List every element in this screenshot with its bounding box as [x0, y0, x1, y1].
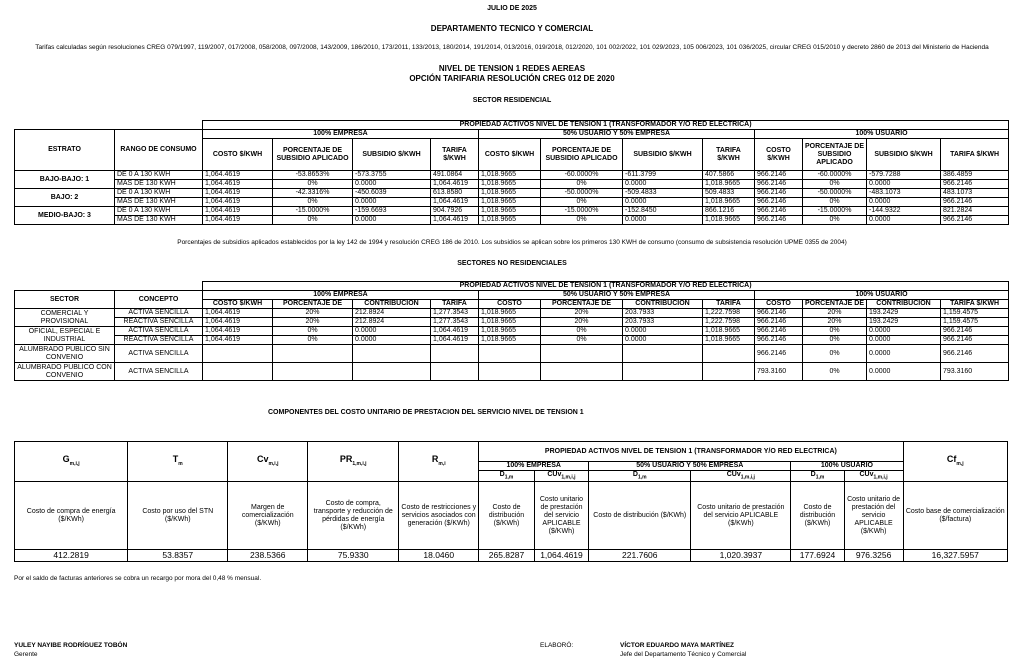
value-cell: -509.4833	[623, 189, 703, 198]
manager-name: YULEY NAYIBE RODRÍGUEZ TOBÓN	[14, 642, 128, 649]
head-name: VÍCTOR EDUARDO MAYA MARTÍNEZ	[620, 642, 735, 649]
value-cell: 793.3160	[941, 363, 1009, 381]
value-cell	[479, 345, 541, 363]
component-description: Costo de compra de energía ($/KWh)	[15, 482, 128, 550]
value-cell: 966.2146	[755, 198, 803, 207]
value-cell: -50.0000%	[541, 189, 623, 198]
component-value: 221.7606	[589, 550, 691, 562]
sub-header: TARIFA $/KWH	[703, 139, 755, 171]
sector-name: COMERCIAL Y PROVISIONAL	[15, 309, 115, 327]
value-cell	[353, 363, 431, 381]
sub-header: COSTO $/KWH	[203, 139, 273, 171]
table-row	[15, 318, 1009, 327]
value-cell: -144.9322	[867, 207, 941, 216]
symbol-cuv: CUv$_{1,m,i,j}$	[691, 471, 791, 482]
table-row	[15, 309, 1009, 318]
component-description: Costo unitario de prestación del servicio APLICABLE ($/KWh)	[691, 482, 791, 550]
table-row	[15, 345, 1009, 363]
value-cell: 0.0000	[623, 180, 703, 189]
value-cell	[623, 345, 703, 363]
symbol-g: $G_{m,i,j}$	[15, 442, 128, 482]
value-cell: 966.2146	[755, 216, 803, 225]
table-row	[15, 189, 1009, 198]
value-cell: 0%	[541, 327, 623, 336]
components-ownership-header: PROPIEDAD ACTIVOS NIVEL DE TENSION 1 (TRANSFORMADOR Y/O RED ELECTRICA)	[479, 442, 903, 462]
value-cell: 1,018.9665	[479, 207, 541, 216]
elaboro-label: ELABORÓ:	[540, 642, 574, 649]
value-cell: 966.2146	[941, 327, 1009, 336]
residential-section-title: SECTOR RESIDENCIAL	[472, 97, 552, 104]
value-cell: 966.2146	[941, 336, 1009, 345]
value-cell: 1,018.9665	[479, 180, 541, 189]
residential-ownership-header: PROPIEDAD ACTIVOS NIVEL DE TENSION 1 (TRANSFORMADOR Y/O RED ELECTRICA)	[203, 121, 1009, 130]
value-cell: 1,064.4619	[203, 171, 273, 180]
non-residential-section-title: SECTORES NO RESIDENCIALES	[457, 260, 567, 267]
sub-header: PORCENTAJE DE	[803, 300, 867, 309]
sub-header: CONTRIBUCION	[623, 300, 703, 309]
sub-header: TARIFA $/KWH	[431, 139, 479, 171]
table-row	[15, 363, 1009, 381]
component-value: 976.3256	[844, 550, 903, 562]
value-cell: 0.0000	[623, 216, 703, 225]
value-cell: 866.1216	[703, 207, 755, 216]
sub-header: SUBSIDIO $/KWH	[353, 139, 431, 171]
value-cell: 0.0000	[867, 336, 941, 345]
value-cell: 966.2146	[755, 309, 803, 318]
symbol-r: $R_{m,i}$	[399, 442, 479, 482]
value-cell: 0.0000	[867, 180, 941, 189]
value-cell: 203.7933	[623, 309, 703, 318]
stratum-name: MEDIO-BAJO: 3	[15, 207, 115, 225]
sub-header: SUBSIDIO $/KWH	[867, 139, 941, 171]
value-cell: 1,064.4619	[431, 180, 479, 189]
col-estrato: ESTRATO	[15, 130, 115, 171]
value-cell: 0%	[273, 336, 353, 345]
department-title: DEPARTAMENTO TECNICO Y COMERCIAL	[430, 24, 594, 33]
value-cell	[431, 345, 479, 363]
value-cell	[353, 345, 431, 363]
symbol-cf: $Cf_{m,j}$	[903, 442, 1007, 482]
group-header: 100% EMPRESA	[479, 462, 589, 471]
group-header: 50% USUARIO Y 50% EMPRESA	[479, 291, 755, 300]
value-cell: 407.5866	[703, 171, 755, 180]
stratum-name: BAJO: 2	[15, 189, 115, 207]
value-cell: 1,018.9665	[479, 171, 541, 180]
sub-header: PORCENTAJE DE SUBSIDIO APLICADO	[541, 139, 623, 171]
concept-cell: REACTIVA SENCILLA	[115, 336, 203, 345]
value-cell: 0%	[803, 180, 867, 189]
range-cell: MAS DE 130 KWH	[115, 216, 203, 225]
table-row	[15, 198, 1009, 207]
component-value: 18.0460	[399, 550, 479, 562]
value-cell: -15.0000%	[273, 207, 353, 216]
sector-name: OFICIAL, ESPECIAL E INDUSTRIAL	[15, 327, 115, 345]
components-title: COMPONENTES DEL COSTO UNITARIO DE PRESTACION DEL SERVICIO NIVEL DE TENSION 1	[268, 409, 584, 416]
value-cell: 1,018.9665	[479, 309, 541, 318]
sub-header: TARIFA $/KWH	[941, 300, 1009, 309]
value-cell: -483.1073	[867, 189, 941, 198]
sub-header: PORCENTAJE DE SUBSIDIO APLICADO	[803, 139, 867, 171]
symbol-cuv: CUv$_{1,m,i,j}$	[844, 471, 903, 482]
stratum-name: BAJO-BAJO: 1	[15, 171, 115, 189]
value-cell: 1,018.9665	[703, 198, 755, 207]
value-cell: 0.0000	[867, 198, 941, 207]
value-cell: 1,064.4619	[431, 216, 479, 225]
value-cell: -60.0000%	[803, 171, 867, 180]
table-row	[15, 336, 1009, 345]
value-cell	[541, 345, 623, 363]
value-cell: 0.0000	[623, 198, 703, 207]
value-cell: -53.8653%	[273, 171, 353, 180]
symbol-d: $D_{1,m}$	[589, 471, 691, 482]
subsidy-note: Porcentajes de subsidios aplicados establecidos por la ley 142 de 1994 y resolución CREG 186 de 2010. Los subsidios se aplican sobre los primeros 130 KWH de consumo (consumo de subsistencia resolución UPME 0355 de 2004)	[177, 239, 847, 246]
value-cell: 966.2146	[755, 189, 803, 198]
value-cell: 966.2146	[755, 180, 803, 189]
group-header: 100% EMPRESA	[203, 130, 479, 139]
value-cell: 1,222.7598	[703, 318, 755, 327]
component-value: 412.2819	[15, 550, 128, 562]
value-cell: 1,018.9665	[703, 327, 755, 336]
sector-name: ALUMBRADO PUBLICO CON CONVENIO	[15, 363, 115, 381]
value-cell: 1,064.4619	[203, 318, 273, 327]
residential-tariff-table	[14, 120, 1009, 225]
value-cell: 821.2824	[941, 207, 1009, 216]
value-cell: 1,222.7598	[703, 309, 755, 318]
value-cell: 483.1073	[941, 189, 1009, 198]
value-cell: 509.4833	[703, 189, 755, 198]
group-header: 100% USUARIO	[755, 291, 1009, 300]
sub-header: COSTO $/KWH	[479, 139, 541, 171]
value-cell: 966.2146	[755, 327, 803, 336]
component-value: 53.8357	[128, 550, 228, 562]
sub-header: COSTO	[479, 300, 541, 309]
value-cell: 1,277.3543	[431, 318, 479, 327]
symbol-d: $D_{1,m}$	[479, 471, 535, 482]
sub-header: PORCENTAJE DE	[273, 300, 353, 309]
manager-role: Gerente	[14, 651, 38, 658]
value-cell: 1,159.4575	[941, 309, 1009, 318]
value-cell: 20%	[541, 309, 623, 318]
value-cell: -579.7288	[867, 171, 941, 180]
late-fee-note: Por el saldo de facturas anteriores se cobra un recargo por mora del 0,48 % mensual.	[14, 575, 262, 582]
sub-header: PORCENTAJE DE SUBSIDIO APLICADO	[273, 139, 353, 171]
cost-components-table	[14, 441, 1008, 562]
component-description: Costo de distribución ($/KWh)	[791, 482, 844, 550]
range-cell: MAS DE 130 KWH	[115, 180, 203, 189]
sub-header: TARIFA	[703, 300, 755, 309]
tension-level-title: NIVEL DE TENSION 1 REDES AEREAS	[438, 64, 586, 73]
value-cell	[203, 363, 273, 381]
value-cell: 0.0000	[867, 345, 941, 363]
value-cell: 966.2146	[941, 345, 1009, 363]
value-cell: 0.0000	[867, 216, 941, 225]
value-cell: 1,064.4619	[203, 327, 273, 336]
value-cell: -60.0000%	[541, 171, 623, 180]
value-cell: 0.0000	[353, 216, 431, 225]
value-cell: 193.2429	[867, 309, 941, 318]
group-header: 100% USUARIO	[791, 462, 903, 471]
value-cell: -15.0000%	[803, 207, 867, 216]
value-cell: 20%	[541, 318, 623, 327]
value-cell: 193.2429	[867, 318, 941, 327]
value-cell	[703, 345, 755, 363]
date-label: JULIO DE 2025	[487, 5, 537, 12]
value-cell: 0.0000	[867, 363, 941, 381]
component-value: 265.8287	[479, 550, 535, 562]
component-description: Costo de distribución ($/KWh)	[589, 482, 691, 550]
value-cell: 1,018.9665	[703, 336, 755, 345]
component-value: 1,020.3937	[691, 550, 791, 562]
concept-cell: ACTIVA SENCILLA	[115, 309, 203, 318]
value-cell: 1,064.4619	[431, 198, 479, 207]
symbol-cv: $Cv_{m,i,j}$	[228, 442, 308, 482]
value-cell: 0.0000	[353, 180, 431, 189]
value-cell: 1,064.4619	[431, 336, 479, 345]
value-cell: 212.8924	[353, 309, 431, 318]
value-cell: 966.2146	[755, 345, 803, 363]
sub-header: PORCENTAJE DE	[541, 300, 623, 309]
value-cell: 1,018.9665	[479, 198, 541, 207]
col-sector: SECTOR	[15, 291, 115, 309]
range-cell: DE 0 A 130 KWH	[115, 171, 203, 180]
value-cell: 1,064.4619	[203, 309, 273, 318]
value-cell: 904.7926	[431, 207, 479, 216]
component-value: 16,327.5957	[903, 550, 1007, 562]
table-row	[15, 207, 1009, 216]
component-description: Costo de compra, transporte y reducción de pérdidas de energía ($/KWh)	[308, 482, 399, 550]
value-cell: 212.8924	[353, 318, 431, 327]
value-cell: 1,018.9665	[703, 216, 755, 225]
value-cell: -611.3799	[623, 171, 703, 180]
value-cell	[273, 363, 353, 381]
component-description: Costo unitario de prestación del servicio APLICABLE ($/KWh)	[534, 482, 588, 550]
table-row	[15, 171, 1009, 180]
range-cell: DE 0 A 130 KWH	[115, 189, 203, 198]
value-cell: 0.0000	[867, 327, 941, 336]
value-cell: 1,018.9665	[479, 216, 541, 225]
component-description: Costo de restricciones y servicios asociados con generación ($/KWh)	[399, 482, 479, 550]
value-cell	[623, 363, 703, 381]
value-cell: 0%	[273, 216, 353, 225]
value-cell: 613.8580	[431, 189, 479, 198]
value-cell: 1,018.9665	[479, 327, 541, 336]
value-cell: 0%	[803, 216, 867, 225]
value-cell: 0%	[803, 336, 867, 345]
value-cell: 1,018.9665	[479, 189, 541, 198]
value-cell: 966.2146	[941, 180, 1009, 189]
value-cell: 966.2146	[755, 336, 803, 345]
value-cell: 0%	[541, 216, 623, 225]
component-description: Costo unitario de prestación del servicio APLICABLE ($/KWh)	[844, 482, 903, 550]
value-cell	[703, 363, 755, 381]
value-cell	[541, 363, 623, 381]
value-cell: 1,159.4575	[941, 318, 1009, 327]
value-cell	[273, 345, 353, 363]
value-cell: 20%	[803, 309, 867, 318]
sub-header: CONTRIBUCION	[353, 300, 431, 309]
value-cell: 203.7933	[623, 318, 703, 327]
value-cell: 0.0000	[623, 327, 703, 336]
symbol-cuv: CUv$_{1,m,i,j}$	[534, 471, 588, 482]
non-residential-tariff-table	[14, 281, 1009, 381]
value-cell: 1,064.4619	[203, 189, 273, 198]
value-cell	[203, 345, 273, 363]
value-cell: 1,064.4619	[203, 198, 273, 207]
value-cell: 966.2146	[941, 216, 1009, 225]
value-cell: 1,018.9665	[479, 318, 541, 327]
sub-header: TARIFA	[431, 300, 479, 309]
table-row	[15, 327, 1009, 336]
value-cell: 793.3160	[755, 363, 803, 381]
head-role: Jefe del Departamento Técnico y Comercial	[620, 651, 747, 658]
value-cell: 0.0000	[623, 336, 703, 345]
group-header: 50% USUARIO Y 50% EMPRESA	[479, 130, 755, 139]
value-cell: -50.0000%	[803, 189, 867, 198]
symbol-d: $D_{1,m}$	[791, 471, 844, 482]
symbol-pr: $PR_{1,m,i,j}$	[308, 442, 399, 482]
value-cell: 966.2146	[755, 318, 803, 327]
component-description: Costo base de comercialización ($/factura)	[903, 482, 1007, 550]
value-cell: 1,018.9665	[703, 180, 755, 189]
sub-header: SUBSIDIO $/KWH	[623, 139, 703, 171]
value-cell: 0%	[541, 198, 623, 207]
value-cell: 0.0000	[353, 327, 431, 336]
sector-name: ALUMBRADO PUBLICO SIN CONVENIO	[15, 345, 115, 363]
sub-header: TARIFA $/KWH	[941, 139, 1009, 171]
component-description: Costo por uso del STN ($/KWh)	[128, 482, 228, 550]
component-value: 177.6924	[791, 550, 844, 562]
value-cell: 1,064.4619	[203, 336, 273, 345]
value-cell: -450.6039	[353, 189, 431, 198]
value-cell: 1,064.4619	[203, 216, 273, 225]
value-cell: 1,064.4619	[431, 327, 479, 336]
sub-header: COSTO	[755, 300, 803, 309]
group-header: 100% EMPRESA	[203, 291, 479, 300]
component-value: 1,064.4619	[534, 550, 588, 562]
concept-cell: ACTIVA SENCILLA	[115, 345, 203, 363]
component-description: Margen de comercialización ($/KWh)	[228, 482, 308, 550]
value-cell: -159.6693	[353, 207, 431, 216]
value-cell: 0%	[803, 327, 867, 336]
value-cell: 20%	[273, 318, 353, 327]
value-cell: 1,277.3543	[431, 309, 479, 318]
range-cell: DE 0 A 130 KWH	[115, 207, 203, 216]
value-cell: -573.3755	[353, 171, 431, 180]
concept-cell: REACTIVA SENCILLA	[115, 318, 203, 327]
sub-header: COSTO $/KWH	[755, 139, 803, 171]
col-rango-consumo: RANGO DE CONSUMO	[115, 130, 203, 171]
non-residential-ownership-header: PROPIEDAD ACTIVOS NIVEL DE TENSION 1 (TRANSFORMADOR Y/O RED ELECTRICA)	[203, 282, 1009, 291]
symbol-t: $T_m$	[128, 442, 228, 482]
component-description: Costo de distribución ($/KWh)	[479, 482, 535, 550]
value-cell: 0%	[541, 180, 623, 189]
group-header: 100% USUARIO	[755, 130, 1009, 139]
value-cell: 491.0864	[431, 171, 479, 180]
value-cell: 20%	[273, 309, 353, 318]
value-cell: 966.2146	[755, 171, 803, 180]
value-cell: 0.0000	[353, 198, 431, 207]
concept-cell: ACTIVA SENCILLA	[115, 327, 203, 336]
sub-header: CONTRIBUCION	[867, 300, 941, 309]
table-row	[15, 180, 1009, 189]
value-cell: 966.2146	[941, 198, 1009, 207]
value-cell: 0.0000	[353, 336, 431, 345]
col-concepto: CONCEPTO	[115, 291, 203, 309]
value-cell: -42.3316%	[273, 189, 353, 198]
value-cell: 0%	[803, 198, 867, 207]
value-cell: 386.4859	[941, 171, 1009, 180]
tariff-option-title: OPCIÓN TARIFARIA RESOLUCIÓN CREG 012 DE 2020	[409, 74, 615, 83]
component-value: 238.5366	[228, 550, 308, 562]
value-cell: -15.0000%	[541, 207, 623, 216]
value-cell: 0%	[803, 345, 867, 363]
value-cell: -152.8450	[623, 207, 703, 216]
value-cell: 20%	[803, 318, 867, 327]
concept-cell: ACTIVA SENCILLA	[115, 363, 203, 381]
value-cell: 1,064.4619	[203, 207, 273, 216]
value-cell	[431, 363, 479, 381]
value-cell: 0%	[273, 198, 353, 207]
value-cell: 0%	[273, 180, 353, 189]
value-cell: 966.2146	[755, 207, 803, 216]
value-cell: 1,018.9665	[479, 336, 541, 345]
component-value: 75.9330	[308, 550, 399, 562]
group-header: 50% USUARIO Y 50% EMPRESA	[589, 462, 791, 471]
value-cell: 1,064.4619	[203, 180, 273, 189]
resolutions-note: Tarifas calculadas según resoluciones CREG 079/1997, 119/2007, 017/2008, 058/2008, 097/2008, 143/2009, 186/2010, 173/2011, 133/2013, 180/2014, 191/2014, 013/2016, 019/2018, 012/2020, 101 002/2022, 101 029/2023, 105 006/2023, 101 036/2025, circular CREG 015/2010 y decreto 2860 de 2013 del Ministerio de Hacienda	[35, 44, 989, 51]
value-cell: 0%	[273, 327, 353, 336]
value-cell: 0%	[803, 363, 867, 381]
value-cell: 0%	[541, 336, 623, 345]
range-cell: MAS DE 130 KWH	[115, 198, 203, 207]
sub-header: COSTO $/KWH	[203, 300, 273, 309]
value-cell	[479, 363, 541, 381]
table-row	[15, 216, 1009, 225]
